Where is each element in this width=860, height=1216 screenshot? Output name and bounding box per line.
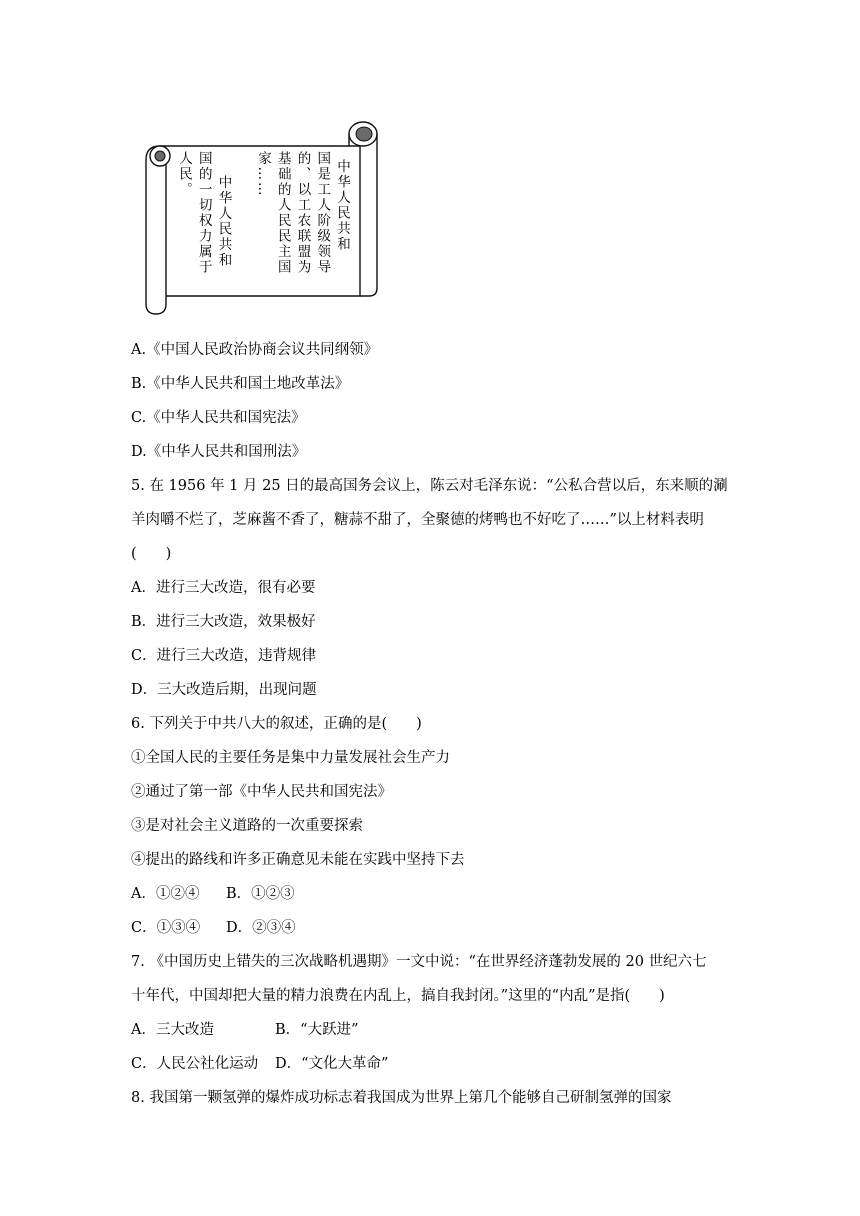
- q7-stem-line-1: 7. 《中国历史上错失的三次战略机遇期》一文中说：“在世界经济蓬勃发展的 20 世纪六七: [131, 954, 707, 970]
- scroll-column: 中华人民共和: [334, 159, 350, 252]
- scroll-illustration: [138, 118, 388, 318]
- q6-item-1: ①全国人民的主要任务是集中力量发展社会生产力: [131, 750, 450, 766]
- q6-option-c: C．①③④: [131, 920, 201, 936]
- q7-options-row-2: [131, 1052, 388, 1073]
- q4-option-b: B.《中华人民共和国土地改革法》: [131, 376, 350, 392]
- q7-option-b: B．“大跃进”: [275, 1022, 359, 1038]
- q7-stem-line-2: 十年代，中国却把大量的精力浪费在内乱上，搞自我封闭。”这里的“内乱”是指( ): [131, 988, 665, 1004]
- q5-option-d: D．三大改造后期，出现问题: [131, 682, 317, 698]
- q5-option-c: C．进行三大改造，违背规律: [131, 648, 317, 664]
- q7-options-row-1: [131, 1018, 358, 1039]
- q5-stem-line-1: 5. 在 1956 年 1 月 25 日的最高国务会议上，陈云对毛泽东说：“公私合营以后，东来顺的涮: [131, 478, 728, 494]
- scroll-column-spacer: [235, 151, 251, 301]
- q6-item-4: ④提出的路线和许多正确意见未能在实践中坚持下去: [131, 852, 465, 868]
- q6-option-d: D．②③④: [226, 920, 296, 936]
- q5-stem-line-3: ( ): [131, 546, 172, 562]
- q4-option-a: A.《中国人民政治协商会议共同纲领》: [131, 342, 379, 358]
- q6-stem: 6. 下列关于中共八大的叙述，正确的是( ): [131, 716, 422, 732]
- q6-options-row-1: [131, 882, 295, 903]
- q6-options-row-2: [131, 916, 296, 937]
- q7-option-a: A．三大改造: [131, 1022, 214, 1038]
- q5-option-a: A．进行三大改造，很有必要: [131, 580, 316, 596]
- scroll-column: 家……: [255, 151, 271, 198]
- q7-option-d: D．“文化大革命”: [275, 1056, 389, 1072]
- scroll-column: 中华人民共和: [215, 175, 232, 268]
- scroll-column: 人民。: [176, 151, 192, 198]
- q4-option-c: C.《中华人民共和国宪法》: [131, 410, 306, 426]
- scroll-column: 基础的人民民主国: [274, 151, 291, 275]
- scroll-column: 国的一切权力属于: [195, 151, 212, 275]
- q6-option-a: A．①②④: [131, 886, 200, 902]
- q5-stem-line-2: 羊肉嚼不烂了，芝麻酱不香了，糖蒜不甜了，全聚德的烤鸭也不好吃了……”以上材料表明: [131, 512, 704, 528]
- q5-option-b: B．进行三大改造，效果极好: [131, 614, 316, 630]
- scroll-column: 国是工人阶级领导: [314, 151, 331, 275]
- q4-option-d: D.《中华人民共和国刑法》: [131, 444, 307, 460]
- scroll-text-columns: [176, 151, 350, 301]
- q6-option-b: B．①②③: [226, 886, 295, 902]
- q6-item-2: ②通过了第一部《中华人民共和国宪法》: [131, 784, 392, 800]
- q8-stem-line-1: 8. 我国第一颗氢弹的爆炸成功标志着我国成为世界上第几个能够自己研制氢弹的国家: [131, 1090, 672, 1106]
- q7-option-c: C．人民公社化运动: [131, 1056, 259, 1072]
- scroll-column: 的、以工农联盟为: [294, 151, 311, 275]
- q6-item-3: ③是对社会主义道路的一次重要探索: [131, 818, 363, 834]
